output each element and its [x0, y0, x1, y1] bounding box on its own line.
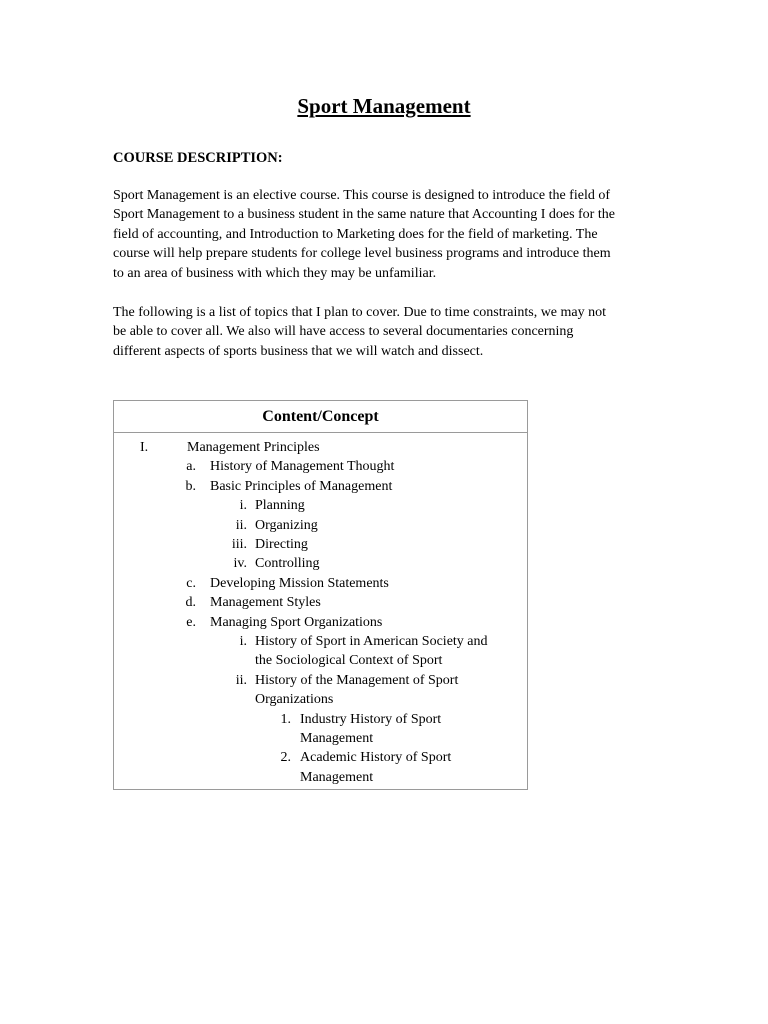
outline-item: [114, 613, 524, 632]
outline-text: Management Principles: [187, 440, 320, 455]
outline-item: [114, 535, 524, 554]
outline-text: Managing Sport Organizations: [210, 614, 383, 630]
outline-item: [114, 554, 524, 573]
outline-item: [114, 729, 524, 748]
outline-item: [114, 690, 524, 709]
outline-item: [114, 651, 524, 670]
topics-intro-paragraph: [113, 303, 658, 361]
paragraph-line: Sport Management is an elective course. This course is designed to introduce the field of: [113, 188, 610, 203]
outline-text: Management: [300, 769, 374, 785]
outline-marker: c.: [186, 575, 196, 591]
paragraph-line: different aspects of sports business that we will watch and dissect.: [113, 343, 484, 359]
outline-text: Basic Principles of Management: [210, 478, 393, 494]
content-concept-table: [113, 400, 528, 790]
course-description-heading: COURSE DESCRIPTION:: [113, 150, 283, 166]
outline-item: [114, 632, 524, 651]
paragraph-line: course will help prepare students for college level business programs and introduce them: [113, 246, 611, 262]
outline-item: [114, 593, 524, 612]
paragraph-line: field of accounting, and Introduction to Marketing does for the field of marketing. The: [113, 226, 598, 242]
outline-item: [114, 574, 524, 593]
course-description-paragraph: [113, 186, 658, 283]
paragraph-line: to an area of business with which they may be unfamiliar.: [113, 265, 437, 281]
outline-marker: ii.: [235, 672, 247, 688]
outline-item: [114, 477, 524, 496]
outline-marker: iii.: [231, 537, 247, 552]
outline-item: [114, 748, 524, 767]
outline-item: [114, 516, 524, 535]
outline-item: [114, 671, 524, 690]
outline-text: Organizing: [255, 517, 318, 533]
outline-marker: 2.: [280, 750, 291, 766]
outline-marker: I.: [140, 440, 149, 455]
paragraph-line: Sport Management to a business student in the same nature that Accounting I does for the: [113, 207, 615, 223]
outline-text: History of Management Thought: [210, 459, 395, 475]
table-header: Content/Concept: [114, 401, 527, 433]
outline-item: [114, 438, 524, 457]
outline-marker: i.: [239, 634, 247, 649]
outline-item: [114, 768, 524, 787]
outline-marker: 1.: [280, 711, 291, 727]
outline-text: Industry History of Sport: [300, 711, 442, 727]
outline-marker: e.: [186, 614, 196, 630]
paragraph-line: be able to cover all. We also will have access to several documentaries concerning: [113, 324, 574, 340]
outline-item: [114, 496, 524, 515]
outline-text: History of Sport in American Society and: [255, 634, 488, 649]
outline-text: Developing Mission Statements: [210, 575, 389, 591]
outline-item: [114, 457, 524, 476]
outline-text: Directing: [255, 537, 308, 552]
outline-text: Organizations: [255, 692, 334, 708]
outline-item: [114, 710, 524, 729]
outline-text: the Sociological Context of Sport: [255, 653, 443, 669]
document-title: Sport Management: [297, 94, 471, 118]
outline-marker: d.: [185, 595, 196, 611]
outline-text: Management Styles: [210, 595, 321, 611]
outline-marker: iv.: [233, 556, 247, 572]
outline-text: Management: [300, 731, 374, 746]
outline-marker: a.: [186, 459, 196, 475]
outline-marker: ii.: [235, 517, 247, 533]
outline-marker: i.: [239, 498, 247, 514]
outline-text: Academic History of Sport: [300, 750, 452, 766]
outline-text: Controlling: [255, 556, 320, 572]
outline-marker: b.: [185, 478, 196, 494]
paragraph-line: The following is a list of topics that I plan to cover. Due to time constraints, we may not: [113, 305, 607, 320]
outline-text: Planning: [255, 498, 305, 514]
outline-text: History of the Management of Sport: [255, 672, 459, 688]
